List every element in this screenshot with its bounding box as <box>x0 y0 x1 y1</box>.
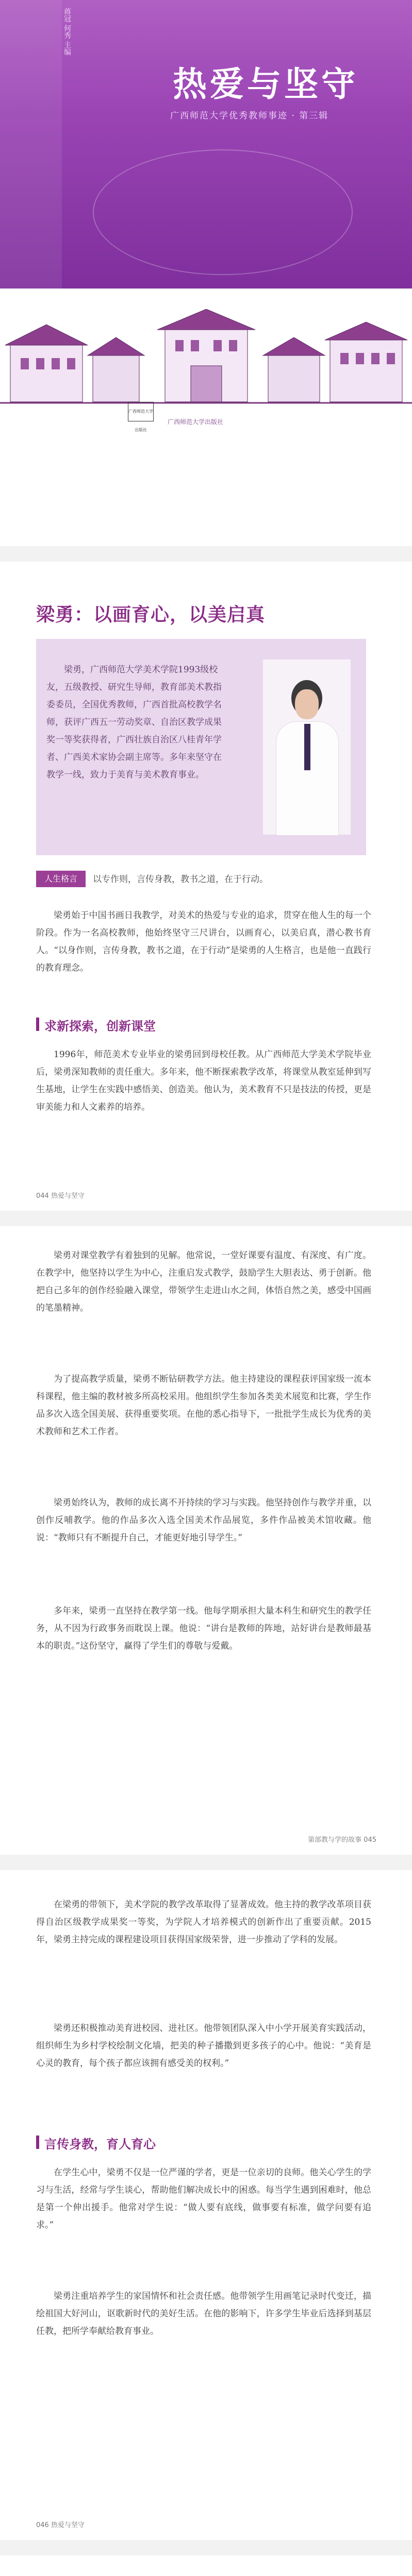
paragraph: 梁勇还积极推动美育进校园、进社区。他带领团队深入中小学开展美育实践活动，组织师生为乡村学校绘制文化墙，把美的种子播撒到更多孩子的心中。他说：“美育是心灵的教育，每个孩子都应该拥有感受美的权利。” <box>36 2023 371 2069</box>
campus-illustration <box>0 309 412 412</box>
cover-band <box>0 0 62 289</box>
portrait-face <box>295 689 319 719</box>
paragraph: 为了提高教学质量，梁勇不断钻研教学方法。他主持建设的课程获评国家级一流本科课程，他主编的教材被多所高校采用。他组织学生参加各类美术展览和比赛，学生作品多次入选全国美展、获得重要奖项。在他的悉心指导下，一批批学生成长为优秀的美术教师和艺术工作者。 <box>36 1374 371 1437</box>
section-title: 求新探索，创新课堂 <box>44 1019 156 1033</box>
profile-box <box>36 639 366 855</box>
page-separator <box>0 1855 412 1870</box>
paragraph: 在学生心中，梁勇不仅是一位严谨的学者，更是一位亲切的良师。他关心学生的学习与生活，经常与学生谈心，帮助他们解决成长中的困惑。每当学生遇到困难时，他总是第一个伸出援手。他常对学生说：“做人要有底线，做事要有标准，做学问要有追求。” <box>36 2167 371 2230</box>
book-cover <box>0 0 412 289</box>
cover-decoration <box>93 149 353 275</box>
paragraph: 1996年，师范美术专业毕业的梁勇回到母校任教。从广西师范大学美术学院毕业后，梁勇深知教师的责任重大。多年来，他不断探索教学改革，将课堂从教室延伸到写生基地，让学生在实践中感悟美、创造美。他认为，美术教育不只是技法的传授，更是审美能力和人文素养的培养。 <box>36 1049 371 1112</box>
cover-title: 热爱与坚守 <box>173 64 358 104</box>
publisher-logo: 广西师范大学出版社 <box>128 402 154 421</box>
page-footer: 第部教与学的故事 045 <box>308 1836 376 1844</box>
paragraph: 梁勇始终认为，教师的成长离不开持续的学习与实践。他坚持创作与教学并重，以创作反哺教学。他的作品多次入选全国美术作品展览，多件作品被美术馆收藏。他说：“教师只有不断提升自己，才能更好地引导学生。” <box>36 1498 371 1543</box>
motto-text: 以专作则，言传身教，教书之道，在于行动。 <box>93 874 268 885</box>
profile-bio: 梁勇，广西师范大学美术学院1993级校友，五级教授、研究生导师，教育部美术教指委委员，全国优秀教师，广西首批高校教学名师，获评广西五一劳动奖章、自治区教学成果奖一等奖获得者，广西壮族自治区八桂青年学者、广西美术家协会副主席等。多年来坚守在教学一线，致力于美育与美术教育事业。 <box>46 665 222 780</box>
publisher-name: 广西师范大学出版社 <box>168 418 224 426</box>
page-footer: 046 热爱与坚守 <box>36 2521 85 2529</box>
section-bar <box>36 2136 39 2149</box>
paragraph: 在梁勇的带领下，美术学院的教学改革取得了显著成效。他主持的教学改革项目获得自治区级教学成果奖一等奖，为学院人才培养模式的创新作出了重要贡献。2015年，梁勇主持完成的课程建设项目获得国家级荣誉，进一步推动了学科的发展。 <box>36 1900 371 1945</box>
cover-author: 蒋冠 何秀 主编 <box>63 8 71 56</box>
paragraph: 多年来，梁勇一直坚持在教学第一线。他每学期承担大量本科生和研究生的教学任务，从不因为行政事务而耽误上课。他说：“讲台是教师的阵地，站好讲台是教师最基本的职责。”这份坚守，赢得了学生们的尊敬与爱戴。 <box>36 1606 371 1651</box>
paragraph: 梁勇对课堂教学有着独到的见解。他常说，一堂好课要有温度、有深度、有广度。在教学中，他坚持以学生为中心，注重启发式教学，鼓励学生大胆表达、勇于创新。他把自己多年的创作经验融入课堂，带领学生走进山水之间，体悟自然之美，感受中国画的笔墨精神。 <box>36 1250 371 1313</box>
campus-banner <box>0 309 412 432</box>
section-bar <box>36 1018 39 1031</box>
page-separator <box>0 1211 412 1226</box>
portrait-tie <box>304 724 310 770</box>
paragraph: 梁勇注重培养学生的家国情怀和社会责任感。他带领学生用画笔记录时代变迁，描绘祖国大好河山，讴歌新时代的美好生活。在他的影响下，许多学生毕业后选择到基层任教，把所学奉献给教育事业。 <box>36 2291 371 2336</box>
paragraph: 梁勇始于中国书画日我教学，对美术的热爱与专业的追求，贯穿在他人生的每一个阶段。作为一名高校教师，他始终坚守三尺讲台，以画育心，以美启真，潜心教书育人。“以身作则，言传身教，教书之道，在于行动”是梁勇的人生格言，也是他一直践行的教育理念。 <box>36 910 371 973</box>
portrait-photo <box>263 659 351 835</box>
page-footer: 044 热爱与坚守 <box>36 1192 85 1200</box>
section-title: 言传身教，育人育心 <box>44 2137 156 2151</box>
page-separator <box>0 2540 412 2555</box>
motto-label: 人生格言 <box>36 871 86 887</box>
chapter-heading: 梁勇：以画育心，以美启真 <box>36 604 266 625</box>
page-separator <box>0 546 412 562</box>
cover-subtitle: 广西师范大学优秀教师事迹 · 第三辑 <box>170 111 329 121</box>
